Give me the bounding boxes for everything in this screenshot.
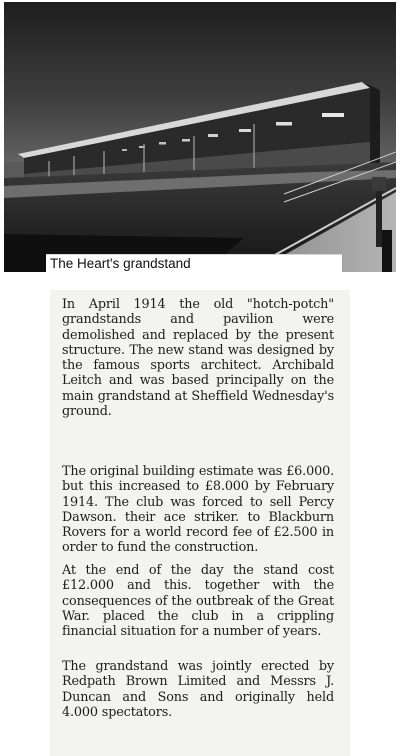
grandstand-photo [4,2,396,272]
grandstand-photo-drawing [4,2,396,272]
article-paragraph-2: The original building estimate was £6.000. but this increased to £8.000 by February 1914. The club was forced to sell Percy Dawson. their ace striker. to Blackburn Rovers for a world record fee of £2.500 in order to fund the construction. [62,464,334,556]
photo-caption: The Heart's grandstand [50,256,191,271]
article-paragraph-4: The grandstand was jointly erected by Redpath Brown Limited and Messrs J. Duncan and Sons and originally held 4.000 spectators. [62,659,334,720]
article-paragraph-3: At the end of the day the stand cost £12.000 and this. together with the consequences of the outbreak of the Great War. placed the club in a crippling financial situation for a number of years. [62,563,334,640]
article-paragraph-1: In April 1914 the old "hotch-potch" grandstands and pavilion were demolished and replaced by the present structure. The new stand was designed by the famous sports architect. Archibald Leitch and was based principally on the main grandstand at Sheffield Wednesday's ground. [62,297,334,420]
divider-gap [0,274,400,288]
